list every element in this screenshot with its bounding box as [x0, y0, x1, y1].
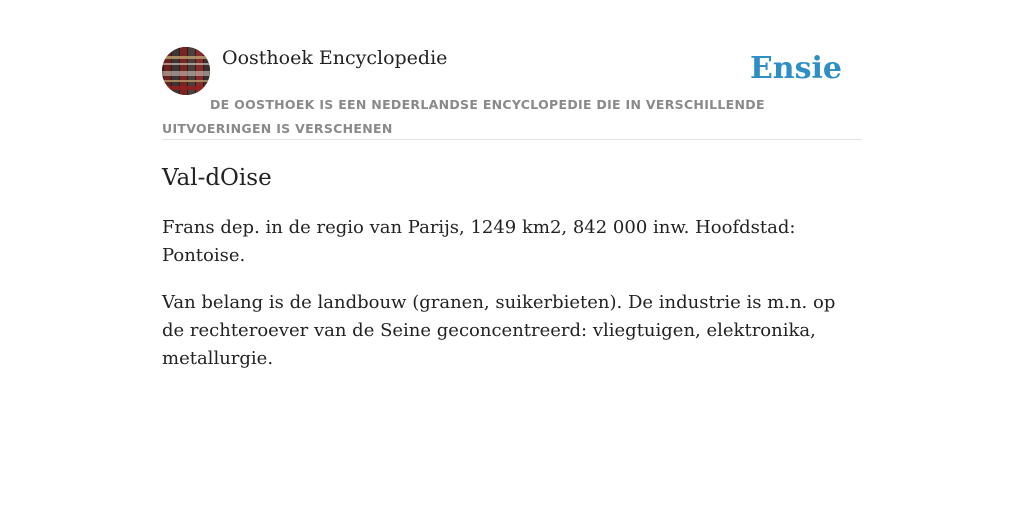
site-tagline: DE OOSTHOEK IS EEN NEDERLANDSE ENCYCLOPEDIE DIE IN VERSCHILLENDE UITVOERINGEN IS VERSCHENEN — [162, 97, 765, 136]
article-paragraph-1: Frans dep. in de regio van Parijs, 1249 km2, 842 000 inw. Hoofdstad: Pontoise. — [162, 217, 796, 266]
article-paragraph-2: Van belang is de landbouw (granen, suikerbieten). De industrie is m.n. op de rechteroever van de Seine geconcentreerd: vliegtuigen, elektronika, metallurgie. — [162, 292, 836, 369]
site-name-link[interactable]: Oosthoek Encyclopedie — [222, 47, 448, 69]
page-container — [162, 46, 862, 369]
book-spines-icon[interactable] — [162, 47, 210, 95]
site-header — [162, 46, 862, 140]
article-content — [162, 162, 862, 373]
brand-logo-link[interactable]: Ensie — [749, 51, 842, 86]
article-title: Val-dOise — [162, 165, 272, 191]
